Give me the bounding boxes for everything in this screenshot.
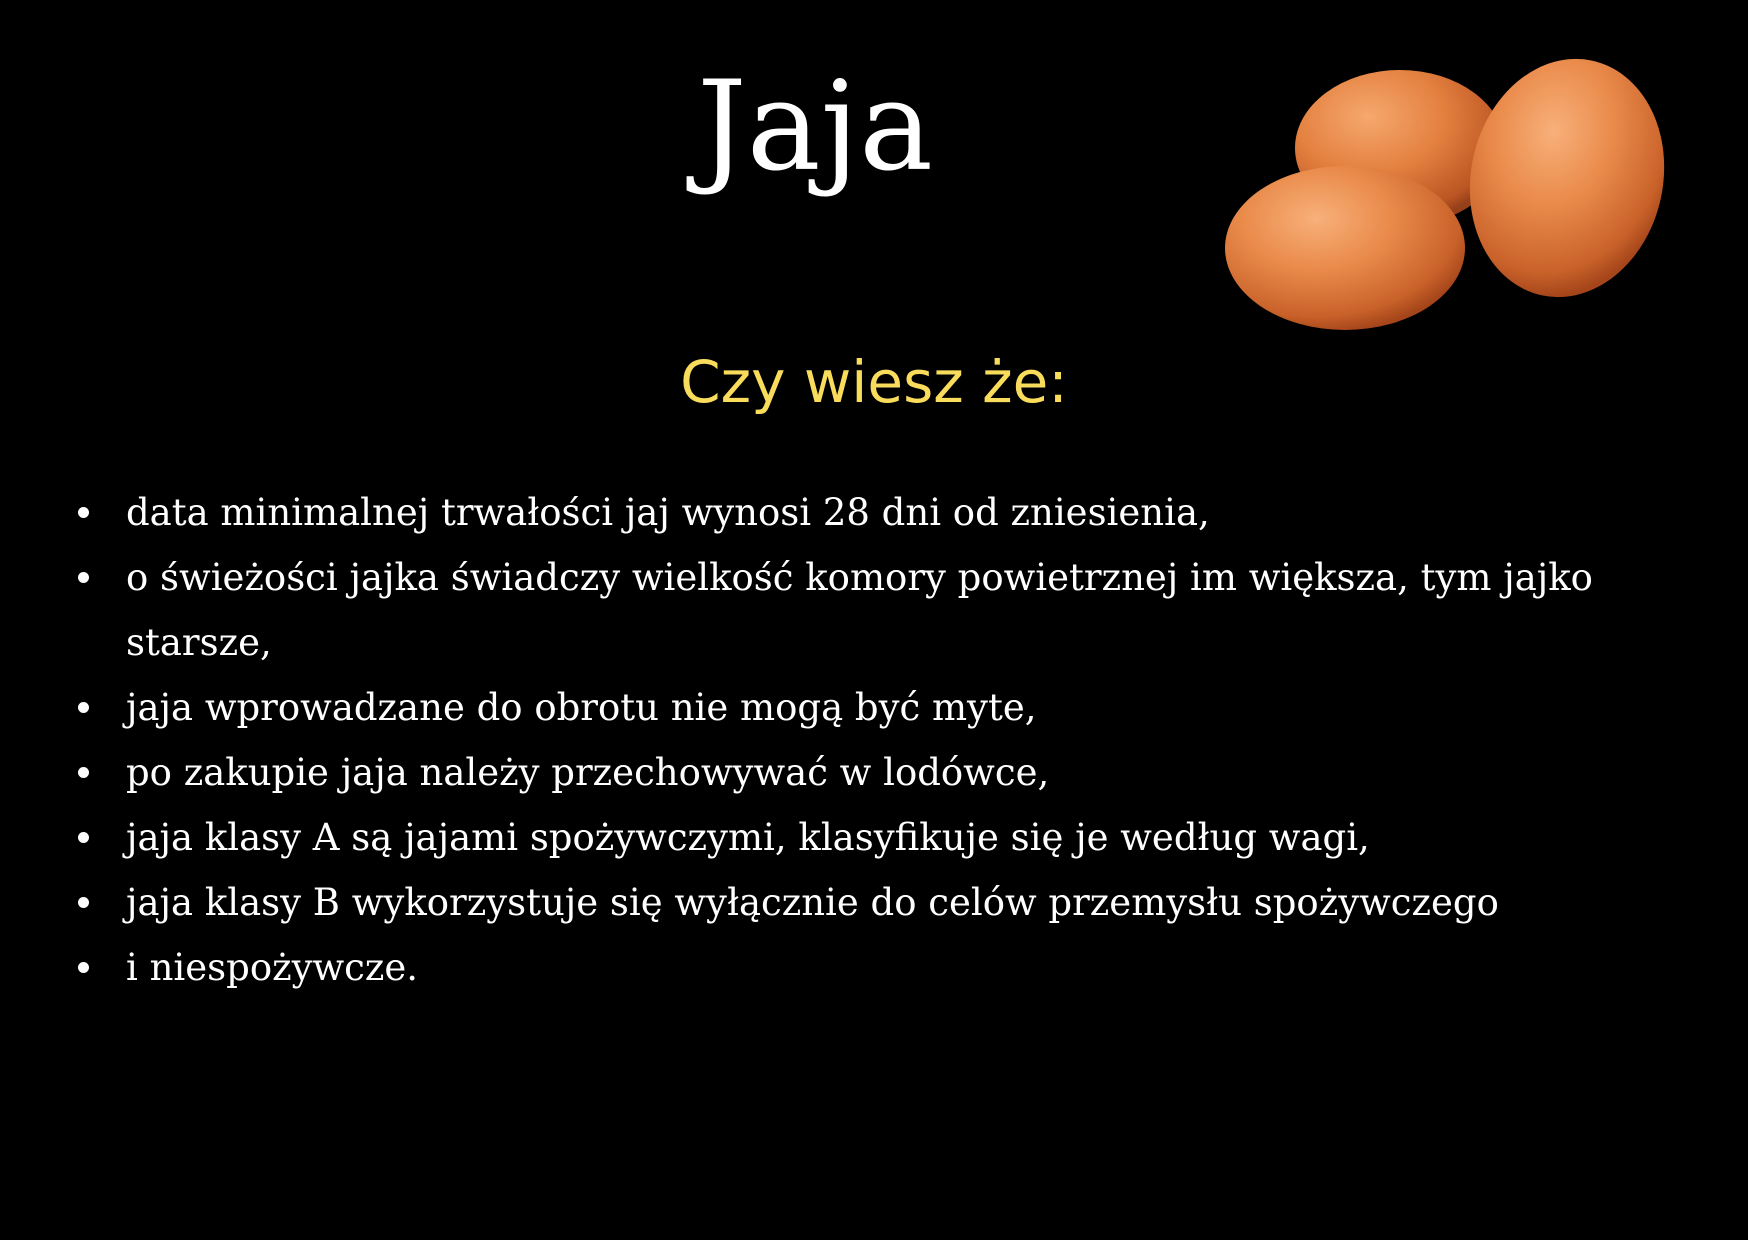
slide-subtitle: Czy wiesz że: <box>680 348 1068 416</box>
fact-text: o świeżości jajka świadczy wielkość komory powietrznej im większa, tym jajko starsze, <box>126 556 1593 664</box>
bullet-icon <box>78 572 89 583</box>
bullet-icon <box>78 702 89 713</box>
list-item <box>78 935 1678 1000</box>
fact-text: po zakupie jaja należy przechowywać w lodówce, <box>126 751 1050 794</box>
bullet-icon <box>78 832 89 843</box>
fact-text: jaja wprowadzane do obrotu nie mogą być myte, <box>126 686 1037 729</box>
list-item <box>78 545 1678 675</box>
list-item <box>78 675 1678 740</box>
fact-text: jaja klasy B wykorzystuje się wyłącznie do celów przemysłu spożywczego <box>126 881 1499 924</box>
egg-front-right <box>1448 48 1675 315</box>
bullet-icon <box>78 507 89 518</box>
list-item <box>78 740 1678 805</box>
facts-list <box>78 480 1678 1000</box>
eggs-image <box>1215 48 1675 338</box>
bullet-icon <box>78 767 89 778</box>
list-item <box>78 480 1678 545</box>
fact-text: jaja klasy A są jajami spożywczymi, klasyfikuje się je według wagi, <box>126 816 1370 859</box>
egg-front-left <box>1225 166 1465 330</box>
fact-text: i niespożywcze. <box>126 946 419 989</box>
list-item <box>78 870 1678 935</box>
bullet-icon <box>78 897 89 908</box>
list-item <box>78 805 1678 870</box>
slide-title: Jaja <box>696 55 933 199</box>
fact-text: data minimalnej trwałości jaj wynosi 28 dni od zniesienia, <box>126 491 1210 534</box>
bullet-icon <box>78 962 89 973</box>
